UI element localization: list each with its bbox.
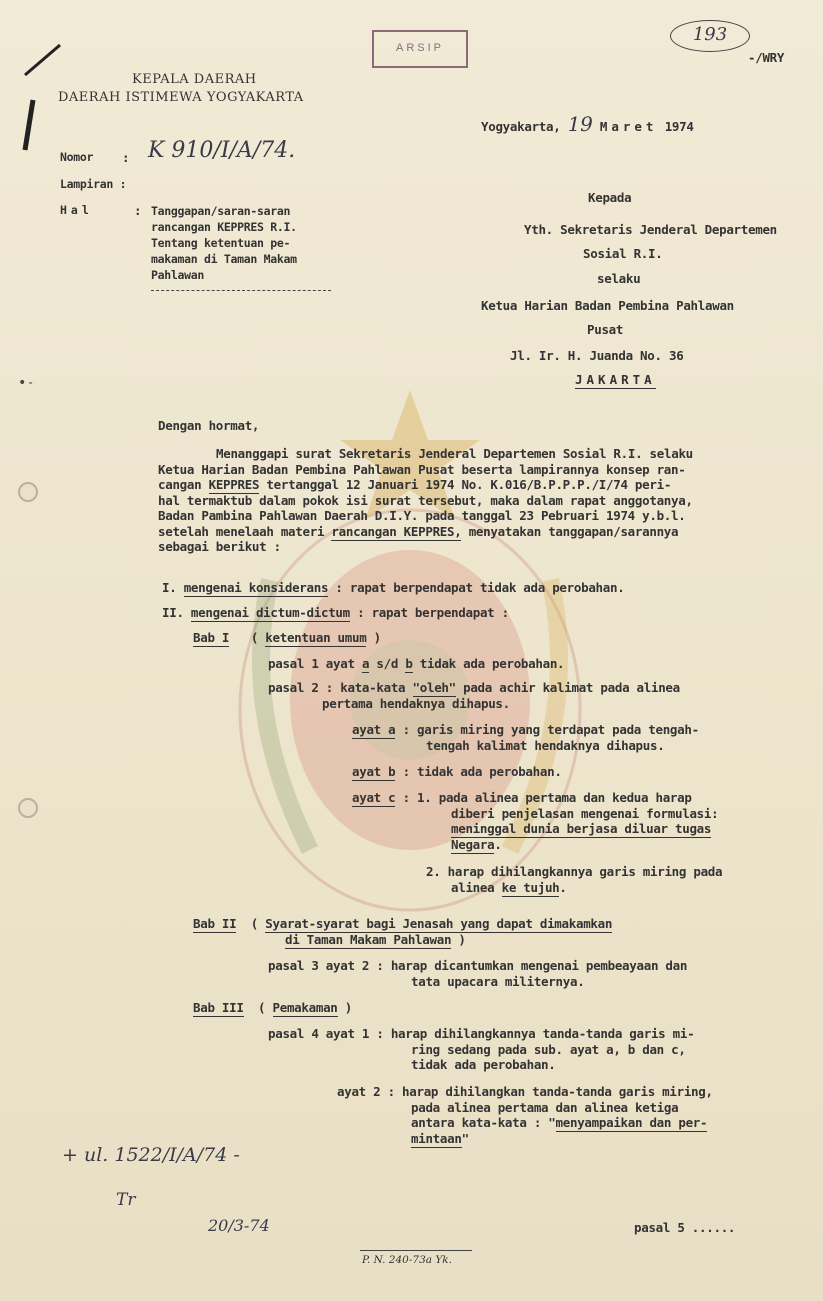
margin-pen-marks <box>15 40 85 200</box>
margin-dot: •˗ <box>18 375 35 391</box>
bab-1-heading: Bab I ( ketentuan umum ) <box>193 630 381 645</box>
bab-2-heading: Bab II ( Syarat-syarat bagi Jenasah yang dapat dimakamkan di Taman Makam Pahlawan ) <box>193 916 613 947</box>
archive-stamp <box>372 30 468 68</box>
point-ii: II. mengenai dictum-dictum : rapat berpendapat : <box>162 605 509 620</box>
colon-nomor: : <box>122 150 130 165</box>
bab-3-heading: Bab III ( Pemakaman ) <box>193 1000 352 1015</box>
archive-stamp-label: ARSIP <box>395 42 444 54</box>
label-lampiran: Lampiran : <box>60 177 127 191</box>
letterhead-line1: KEPALA DAERAH <box>132 72 257 87</box>
punch-hole-top <box>18 482 38 502</box>
punch-hole-bottom <box>18 798 38 818</box>
hal-value: Tanggapan/saran-saran rancangan KEPPRES R.I. Tentang ketentuan pe- makaman di Taman Makam Pahlawan <box>151 204 297 282</box>
form-code: P. N. 240-73a Yk. <box>362 1254 452 1266</box>
footer-rule <box>360 1250 472 1251</box>
place-date: Yogyakarta, 19 Maret 1974 <box>481 112 694 136</box>
handwritten-date: 20/3-74 <box>208 1216 270 1235</box>
hal-divider <box>151 290 331 291</box>
point-i: I. mengenai konsiderans : rapat berpendapat tidak ada perobahan. <box>162 580 625 595</box>
bab-3-pasal-4-ayat-1: pasal 4 ayat 1 : harap dihilangkannya tanda-tanda garis mi- ring sedang pada sub. ayat a, b dan c, tidak ada perobahan. <box>268 1026 695 1072</box>
continuation-note: pasal 5 ...... <box>634 1220 736 1235</box>
handwritten-initial: Tr <box>116 1190 136 1210</box>
addressee-city: JAKARTA <box>575 372 656 387</box>
addressee-line5: Pusat <box>587 322 624 337</box>
colon-hal: : <box>134 203 142 218</box>
addressee-line1: Yth. Sekretaris Jenderal Departemen <box>524 222 777 237</box>
ayat-c: ayat c : 1. pada alinea pertama dan kedua harap diberi penjelasan mengenai formulasi: meninggal dunia berjasa diluar tugas Negara. <box>352 790 719 852</box>
label-hal: Hal <box>60 203 93 217</box>
page-number-circled: 193 <box>670 20 750 52</box>
addressee-line6: Jl. Ir. H. Juanda No. 36 <box>510 348 684 363</box>
handwritten-reference: + ul. 1522/I/A/74 - <box>62 1144 240 1166</box>
typist-code: -/WRY <box>748 50 785 65</box>
addressee-line2: Sosial R.I. <box>583 246 663 261</box>
letterhead-line2: DAERAH ISTIMEWA YOGYAKARTA <box>58 90 304 105</box>
addressee-kepada: Kepada <box>588 190 632 205</box>
bab-2-pasal-3: pasal 3 ayat 2 : harap dicantumkan mengenai pembeayaan dan tata upacara militernya. <box>268 958 688 989</box>
label-nomor: Nomor <box>60 150 94 164</box>
bab-3-pasal-4-ayat-2: ayat 2 : harap dihilangkan tanda-tanda garis miring, pada alinea pertama dan alinea ketiga antara kata-kata : "menyampaikan dan per- mintaan" <box>337 1084 713 1146</box>
bab-1-pasal-2: pasal 2 : kata-kata "oleh" pada achir kalimat pada alinea pertama hendaknya dihapus. <box>268 680 680 711</box>
salutation: Dengan hormat, <box>158 418 260 433</box>
bab-1-pasal-1: pasal 1 ayat a s/d b tidak ada perobahan. <box>268 656 565 671</box>
addressee-line3: selaku <box>597 271 641 286</box>
ayat-a: ayat a : garis miring yang terdapat pada tengah- tengah kalimat hendaknya dihapus. <box>352 722 699 753</box>
ayat-b: ayat b : tidak ada perobahan. <box>352 764 562 779</box>
nomor-value: K 910/I/A/74. <box>148 138 296 163</box>
addressee-line4: Ketua Harian Badan Pembina Pahlawan <box>481 298 734 313</box>
intro-paragraph: Menanggapi surat Sekretaris Jenderal Departemen Sosial R.I. selaku Ketua Harian Badan Pembina Pahlawan Pusat beserta lampirannya konsep ran- cangan KEPPRES tertanggal 12 Januari 1974 No. K.016/B.P.P.P./I/74 peri- hal termaktub dalam pokok isi surat tersebut, maka dalam rapat anggotanya, Badan Pambina Pahlawan Daerah D.I.Y. pada tanggal 23 Pebruari 1974 y.b.l. setelah menelaah materi rancangan KEPPRES, menyatakan tanggapan/sarannya sebagai berikut : <box>158 446 693 554</box>
ayat-c-2: 2. harap dihilangkannya garis miring pada alinea ke tujuh. <box>426 864 723 895</box>
